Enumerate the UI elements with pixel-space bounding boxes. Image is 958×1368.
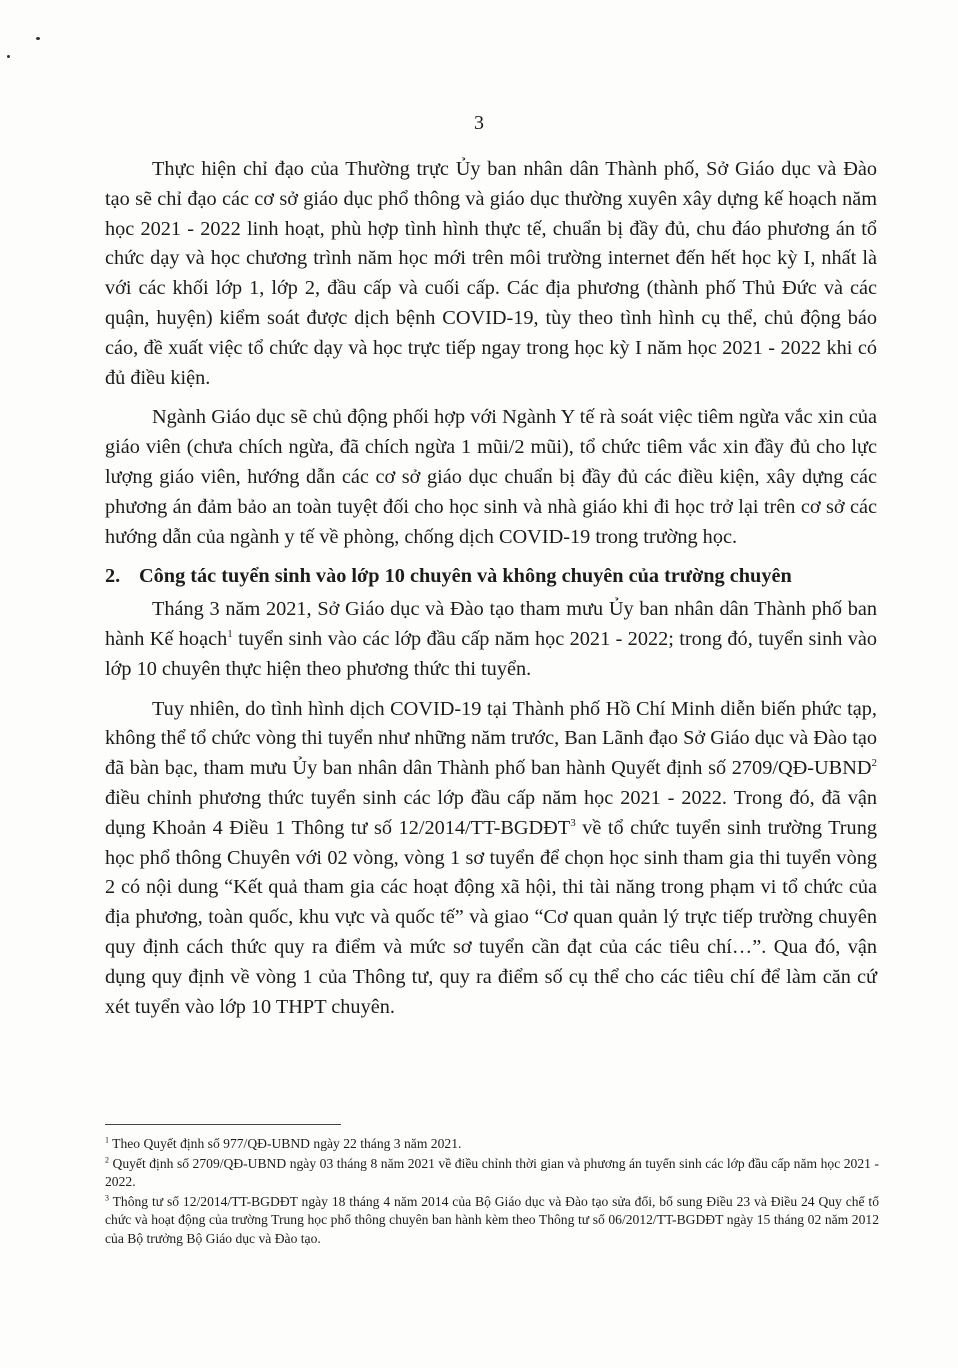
section-heading [105,562,877,592]
footnote-ref-2[interactable]: 2 [871,757,877,770]
footnote-1 [105,1135,879,1154]
section-number: 2. [105,565,121,588]
footnotes [105,1135,879,1249]
scan-speck [7,55,10,58]
footnote-ref-3[interactable]: 3 [570,816,576,829]
paragraph-4-text-b: điều chỉnh phương thức tuyển sinh các lớp đầu cấp năm học 2021 - 2022. Trong đó, đã vận dụng Khoản 4 Điều 1 Thông tư số 12/2014/TT-BGDĐT [105,786,877,839]
footnote-2 [105,1155,879,1192]
page-number: 3 [474,112,484,134]
footnote-text: Thông tư số 12/2014/TT-BGDĐT ngày 18 tháng 4 năm 2014 của Bộ Giáo dục và Đào tạo sửa đổi, bổ sung Điều 23 và Điều 24 Quy chế tổ chức và hoạt động của trường Trung học phổ thông chuyên ban hành kèm theo Thông tư số 06/2012/TT-BGDĐT ngày 15 tháng 02 năm 2012 của Bộ trưởng Bộ Giáo dục và Đào tạo. [105,1193,879,1246]
document-body [105,155,877,1032]
footnote-divider [105,1124,341,1125]
section-title: Công tác tuyển sinh vào lớp 10 chuyên và không chuyên của trường chuyên [139,565,792,588]
footnote-mark: 2 [105,1154,109,1164]
paragraph-3-text-a: Tháng 3 năm 2021, Sở Giáo dục và Đào tạo tham mưu Ủy ban nhân dân Thành phố ban hành Kế hoạch [105,598,877,650]
paragraph-4-text-c: về tổ chức tuyển sinh trường Trung học phổ thông Chuyên với 02 vòng, vòng 1 sơ tuyển để chọn học sinh tham gia thi tuyển vòng 2 có nội dung “Kết quả tham gia các hoạt động xã hội, thi tài năng trong phạm vi tổ chức của địa phương, toàn quốc, khu vực và quốc tế” và giao “Cơ quan quản lý trực tiếp trường chuyên quy định cách thức quy ra điểm và mức sơ tuyển cần đạt của các tiêu chí…”. Qua đó, vận dụng quy định về vòng 1 của Thông tư, quy ra điểm số cụ thể cho các tiêu chí để làm căn cứ xét tuyển vào lớp 10 THPT chuyên. [105,816,877,1018]
paragraph-1: Thực hiện chỉ đạo của Thường trực Ủy ban nhân dân Thành phố, Sở Giáo dục và Đào tạo sẽ chỉ đạo các cơ sở giáo dục phổ thông và giáo dục thường xuyên xây dựng kế hoạch năm học 2021 - 2022 linh hoạt, phù hợp tình hình thực tế, chuẩn bị đầy đủ, chu đáo phương án tổ chức dạy và học chương trình năm học mới trên môi trường internet đến hết học kỳ I, nhất là với các khối lớp 1, lớp 2, đầu cấp và cuối cấp. Các địa phương (thành phố Thủ Đức và các quận, huyện) kiểm soát được dịch bệnh COVID-19, tùy theo tình hình cụ thể, chủ động báo cáo, đề xuất việc tổ chức dạy và học trực tiếp ngay trong học kỳ I năm học 2021 - 2022 khi có đủ điều kiện. [105,158,877,389]
footnote-3 [105,1193,879,1249]
paragraph-4 [105,695,877,1023]
footnote-ref-1[interactable]: 1 [227,628,233,641]
footnote-text: Quyết định số 2709/QĐ-UBND ngày 03 tháng 8 năm 2021 về điều chỉnh thời gian và phương án tuyển sinh các lớp đầu cấp năm học 2021 - 2022. [105,1155,879,1189]
paragraph-3-text-b: tuyển sinh vào các lớp đầu cấp năm học 2021 - 2022; trong đó, tuyển sinh vào lớp 10 chuyên thực hiện theo phương thức thi tuyển. [105,627,878,680]
paragraph-4-text-a: Tuy nhiên, do tình hình dịch COVID-19 tại Thành phố Hồ Chí Minh diễn biến phức tạp, không thể tổ chức vòng thi tuyển như những năm trước, Ban Lãnh đạo Sở Giáo dục và Đào tạo đã bàn bạc, tham mưu Ủy ban nhân dân Thành phố ban hành Quyết định số 2709/QĐ-UBND [105,697,877,780]
paragraph-3 [105,595,877,684]
scan-speck [36,37,40,40]
footnote-mark: 3 [105,1192,109,1202]
footnote-text: Theo Quyết định số 977/QĐ-UBND ngày 22 tháng 3 năm 2021. [109,1136,462,1151]
footnote-mark: 1 [105,1135,109,1145]
paragraph-2: Ngành Giáo dục sẽ chủ động phối hợp với Ngành Y tế rà soát việc tiêm ngừa vắc xin của giáo viên (chưa chích ngừa, đã chích ngừa 1 mũi/2 mũi), tổ chức tiêm vắc xin đầy đủ cho lực lượng giáo viên, hướng dẫn các cơ sở giáo dục chuẩn bị đầy đủ các điều kiện, xây dựng các phương án đảm bảo an toàn tuyệt đối cho học sinh và nhà giáo khi đi học trở lại trên cơ sở các hướng dẫn của ngành y tế về phòng, chống dịch COVID-19 trong trường học. [105,406,877,548]
